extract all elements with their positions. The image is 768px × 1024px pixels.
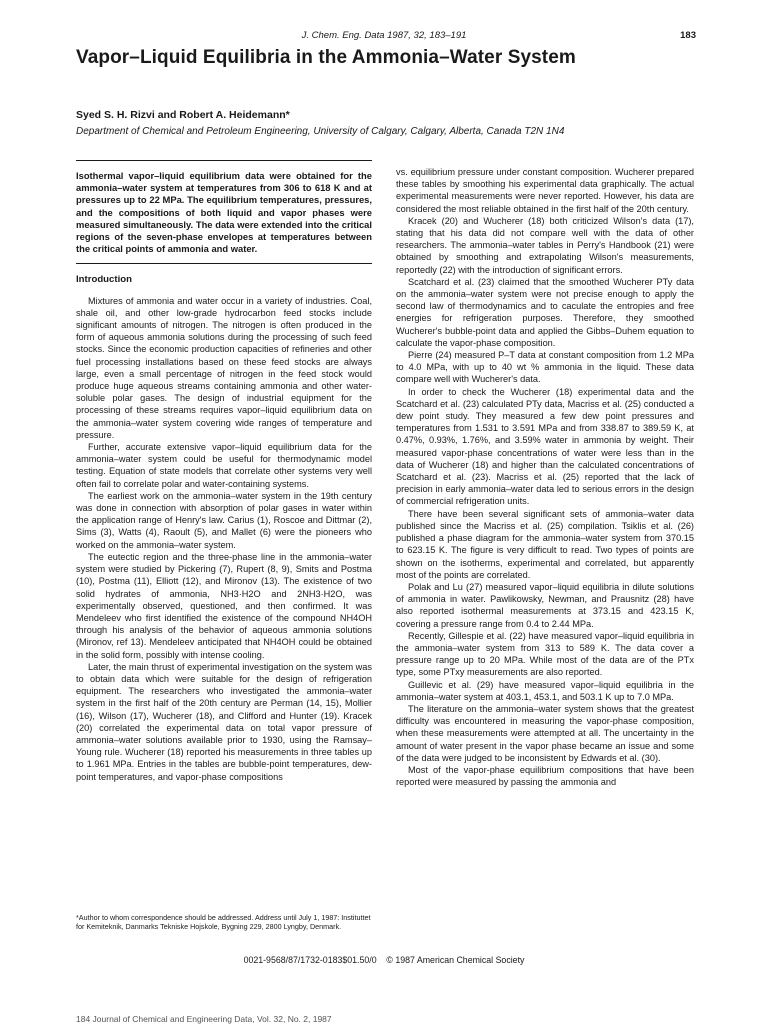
paragraph: vs. equilibrium pressure under constant composition. Wucherer prepared these tables by smoothing his experimental data graphically. The actual experimental measurements were never reported. However, his data are considered the most reliable obtained in the first half of the 20th century. xyxy=(396,167,694,214)
abstract: Isothermal vapor–liquid equilibrium data were obtained for the ammonia–water system at temperatures from 306 to 618 K and at pressures up to 22 MPa. The equilibrium temperatures, pressures, and the compositions of both liquid and vapor phases were measured simultaneously. The data were extended into the critical regions of the seven-phase envelopes at temperatures between the critical points of ammonia and water. xyxy=(76,170,372,255)
paragraph: Scatchard et al. (23) claimed that the smoothed Wucherer PTy data on the ammonia–water system were not precise enough to apply the second law of thermodynamics and to caculate the entropies and free energies for refrigeration purposes. Therefore, they smoothed Wucherer's bubble-point data and applied the Gibbs–Duhem equation to calculate the vapor-phase composition. xyxy=(396,276,694,348)
page-number: 183 xyxy=(680,30,696,41)
journal-citation: J. Chem. Eng. Data 1987, 32, 183–191 xyxy=(301,30,467,41)
article-title: Vapor–Liquid Equilibria in the Ammonia–Water System xyxy=(76,47,576,68)
paragraph: Kracek (20) and Wucherer (18) both criticized Wilson's data (17), stating that his data did not compare well with the data of other researchers. The ammonia–water tables in Perry's Handbook (21) were obtained by smoothing and extrapolating Wilson's measurements, reportedly (22) with the introduction of significant errors. xyxy=(396,215,694,275)
paragraph: Further, accurate extensive vapor–liquid equilibrium data for the ammonia–water system could be useful for thermodynamic model testing. Equation of state models that correlate other systems very well often fail to correlate polar and water-containing systems. xyxy=(76,442,372,489)
paragraph: Mixtures of ammonia and water occur in a variety of industries. Coal, shale oil, and other low-grade hydrocarbon feed stocks include significant amounts of nitrogen. The nitrogen is often produced in the form of aqueous ammonia solutions during the processing of such feed stocks. Since the economic production capacities of refineries and other fuel processing installations based on these feed stocks are always large, even a small percentage of nitrogen in the feed stock would produce huge aqueous streams containing ammonia and other water-soluble polar gases. The design of industrial equipment for the processing of these streams requires vapor–liquid equilibrium data on the ammonia–water system covering wide ranges of temperature and pressure. xyxy=(76,295,372,440)
right-column xyxy=(396,166,694,788)
next-page-header: 184 Journal of Chemical and Engineering Data, Vol. 32, No. 2, 1987 xyxy=(76,1014,332,1024)
paragraph: Most of the vapor-phase equilibrium compositions that have been reported were measured by passing the ammonia and xyxy=(396,764,694,788)
abstract-top-rule xyxy=(76,160,372,161)
paragraph: Recently, Gillespie et al. (22) have measured vapor–liquid equilibria in the ammonia–water system from 313 to 589 K. The data cover a pressure range up to 20 MPa. While most of the data are of the PTx type, some PTxy measurements are also reported. xyxy=(396,630,694,678)
page-footer xyxy=(0,955,768,965)
paragraph: The eutectic region and the three-phase line in the ammonia–water system were studied by Pickering (7), Rupert (8, 9), Smits and Postma (10), Postma (11), Elliott (12), and Mironov (13). The existence of two solid hydrates of ammonia, NH3·H2O and 2NH3·H2O, was experimentally observed, questioned, and then confirmed. It was Mendeleev who first identified the existence of the compound NH4OH through his analysis of the behavior of aqueous ammonia solutions (Mironov, ref 13). Mendeleev anticipated that NH4OH could be obtained in the solid form, possibly with intense cooling. xyxy=(76,551,372,660)
paragraph: Later, the main thrust of experimental investigation on the system was to obtain data which were suitable for the design of refrigeration equipment. The researchers who investigated the ammonia–water system in the first half of the 20th century are Perman (14, 15), Mollier (16), Wilson (17), Wucherer (18), and Clifford and Hunter (19). Kracek (20) correlated the experimental data on total vapor pressure of ammonia–water solutions available prior to 1930, using the Ramsay–Young rule. Wucherer (18) reported his measurements in three tables up to 1.961 MPa. Entries in the tables are bubble-point temperatures, dew-point temperatures, and vapor-phase compositions xyxy=(76,661,372,782)
paragraph: Pierre (24) measured P–T data at constant composition from 1.2 MPa to 4.0 MPa, with up to 40 wt % ammonia in the liquid. These data compare well with Wucherer's data. xyxy=(396,350,694,385)
paragraph: Guillevic et al. (29) have measured vapor–liquid equilibria in the ammonia–water system at 403.1, 453.1, and 503.1 K up to 7.0 MPa. xyxy=(396,679,694,702)
paragraph: In order to check the Wucherer (18) experimental data and the Scatchard et al. (23) calculated PTy data, Macriss et al. (25) conducted a dew point study. They measured a few dew point pressures and temperatures from 1.531 to 3.591 MPa and from 338.87 to 389.59 K, at 0.47%, 0.93%, 1.76%, and 3.59% water in ammonia by weight. Their measured vapor-phase concentrations of water were less than in the data of Wucherer (18) and higher than the calculated concentrations of Scatchard et al. (23). Macriss et al. (25) reported that the lack of precision in early ammonia–water data led to serious errors in the design of commercial refrigeration units. xyxy=(396,386,694,507)
correspondence-footnote: *Author to whom correspondence should be addressed. Address until July 1, 1987: Instituttet for Kemiteknik, Danmarks Tekniske Hojskole, Bygning 229, 2800 Lyngby, Denmark. xyxy=(76,913,371,932)
introduction-heading: Introduction xyxy=(76,274,132,286)
left-column xyxy=(76,170,372,783)
abstract-bottom-rule xyxy=(76,263,372,264)
paragraph: Polak and Lu (27) measured vapor–liquid equilibria in dilute solutions of ammonia in water. Pawlikowsky, Newman, and Prausnitz (28) have also reported isothermal measurements at 373.15 and 423.15 K, covering a pressure range from 0.4 to 2.44 MPa. xyxy=(396,581,694,629)
article-code: 0021-9568/87/1732-0183$01.50/0 xyxy=(243,955,377,965)
paragraph: The earliest work on the ammonia–water system in the 19th century was done in connection with absorption of polar gases in water within the application range of Henry's law. Carius (1), Roscoe and Dittmar (2), Sims (3), Watts (4), Raoult (5), and Mallet (6) were the pioneers who worked on the ammonia–water system. xyxy=(76,490,372,550)
paragraph: There have been several significant sets of ammonia–water data published since the Macriss et al. (25) compilation. Tsiklis et al. (26) published a phase diagram for the ammonia–water system from 370.15 to 623.15 K. The figure is very difficult to read. Two types of points are shown on the isotherms, experimental and correlated, but apparently most of the points are correlated. xyxy=(396,508,694,580)
paragraph: The literature on the ammonia–water system shows that the greatest difficulty was encountered in measuring the vapor-phase composition, when these measurements were attempted at all. The uncertainty in the amount of water present in the vapor phase became an issue and some of the data were judged to be inconsistent by Edwards et al. (30). xyxy=(396,703,694,763)
copyright-notice: © 1987 American Chemical Society xyxy=(386,955,525,965)
article-authors: Syed S. H. Rizvi and Robert A. Heidemann* xyxy=(76,109,290,121)
author-affiliation: Department of Chemical and Petroleum Engineering, University of Calgary, Calgary, Alberta, Canada T2N 1N4 xyxy=(76,126,565,137)
